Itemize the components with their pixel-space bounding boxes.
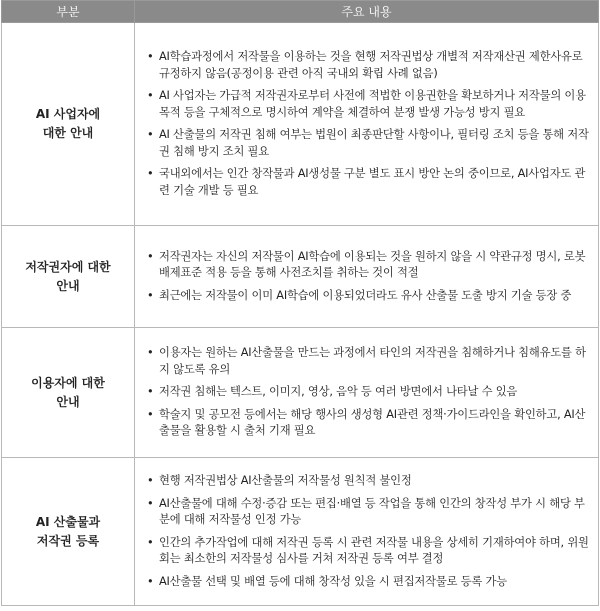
category-cell bbox=[2, 458, 135, 606]
header-category: 부분 bbox=[2, 1, 135, 23]
header-content: 주요 내용 bbox=[135, 1, 599, 23]
list-item: • AI산출물에 대해 수정·증감 또는 편집·배열 등 작업을 통해 인간의 창작성 부가 시 해당 부분에 대해 저작물성 인정 가능 bbox=[147, 496, 585, 526]
list-item: • AI산출물 선택 및 배열 등에 대해 창작성 있을 시 편집저작물로 등록 가능 bbox=[147, 574, 507, 588]
category-label: 저작권자에 대한 안내 bbox=[25, 259, 111, 293]
item-text: 최근에는 저작물이 이미 AI학습에 이용되었더라도 유사 산출물 도출 방지 기술 등장 중 bbox=[159, 288, 572, 302]
category-label: AI 산출물과 저작권 등록 bbox=[35, 514, 101, 548]
item-text: 저작권자는 자신의 저작물이 AI학습에 이용되는 것을 원하지 않을 시 약관규정 명시, 로봇배제표준 적용 등을 통해 사전조치를 취하는 것이 적절 bbox=[159, 249, 586, 280]
content-cell bbox=[135, 458, 599, 606]
item-text: 이용자는 원하는 AI산출물을 만드는 과정에서 타인의 저작권을 침해하거나 침해유도를 하지 않도록 유의 bbox=[159, 346, 586, 376]
item-text: 인간의 추가작업에 대해 저작권 등록 시 관련 저작물 내용을 상세히 기재하여야 하며, 위원회는 최소한의 저작물성 심사를 거쳐 저작권 등록 여부 결정 bbox=[159, 535, 589, 565]
list-item: • AI학습과정에서 저작물을 이용하는 것을 현행 저작권법상 개별적 저작재산권 제한사유로 규정하지 않음(공정이용 관련 아직 국내외 확립 사례 없음) bbox=[147, 50, 583, 80]
list-item: • 이용자는 원하는 AI산출물을 만드는 과정에서 타인의 저작권을 침해하거나 침해유도를 하지 않도록 유의 bbox=[147, 346, 586, 376]
list-item: • 인간의 추가작업에 대해 저작권 등록 시 관련 저작물 내용을 상세히 기재하여야 하며, 위원회는 최소한의 저작물성 심사를 거쳐 저작권 등록 여부 결정 bbox=[147, 535, 589, 565]
table-row bbox=[2, 458, 599, 606]
category-cell bbox=[2, 23, 135, 226]
item-text: 국내외에서는 인간 창작물과 AI생성물 구분 별도 표시 방안 논의 중이므로, AI사업자도 관련 기술 개발 등 필요 bbox=[159, 167, 586, 197]
list-item: • AI 사업자는 가급적 저작권자로부터 사전에 적법한 이용권한을 확보하거나 저작물의 이용 목적 등을 구체적으로 명시하여 계약을 체결하여 분쟁 발생 가능성 방지 필요 bbox=[147, 89, 586, 119]
bullet-list bbox=[147, 345, 590, 440]
item-text: AI학습과정에서 저작물을 이용하는 것을 현행 저작권법상 개별적 저작재산권 제한사유로 규정하지 않음(공정이용 관련 아직 국내외 확립 사례 없음) bbox=[159, 50, 583, 80]
header-row bbox=[2, 1, 599, 23]
category-cell bbox=[2, 226, 135, 328]
bullet-list bbox=[147, 249, 590, 305]
list-item: • 국내외에서는 인간 창작물과 AI생성물 구분 별도 표시 방안 논의 중이므로, AI사업자도 관련 기술 개발 등 필요 bbox=[147, 167, 586, 197]
bullet-list bbox=[147, 49, 590, 199]
item-text: 학술지 및 공모전 등에서는 해당 행사의 생성형 AI관련 정책·가이드라인을 확인하고, AI산출물을 활용할 시 출처 기재 필요 bbox=[159, 407, 586, 438]
item-text: AI 산출물의 저작권 침해 여부는 법원이 최종판단할 사항이나, 필터링 조치 등을 통해 저작권 침해 방지 조치 필요 bbox=[159, 128, 589, 158]
table-row bbox=[2, 23, 599, 226]
table-row bbox=[2, 226, 599, 328]
item-text: 현행 저작권법상 AI산출물의 저작물성 원칙적 불인정 bbox=[159, 474, 412, 487]
list-item: • 최근에는 저작물이 이미 AI학습에 이용되었더라도 유사 산출물 도출 방지 기술 등장 중 bbox=[147, 288, 572, 302]
guidance-table bbox=[1, 0, 599, 606]
category-label: 이용자에 대한 안내 bbox=[31, 375, 105, 409]
list-item: • 저작권 침해는 텍스트, 이미지, 영상, 음악 등 여러 방면에서 나타날 수 있음 bbox=[147, 385, 518, 399]
content-cell bbox=[135, 226, 599, 328]
item-text: AI산출물에 대해 수정·증감 또는 편집·배열 등 작업을 통해 인간의 창작성 부가 시 해당 부분에 대해 저작물성 인정 가능 bbox=[159, 496, 585, 526]
item-text: AI산출물 선택 및 배열 등에 대해 창작성 있을 시 편집저작물로 등록 가능 bbox=[159, 574, 507, 588]
list-item: • 저작권자는 자신의 저작물이 AI학습에 이용되는 것을 원하지 않을 시 약관규정 명시, 로봇배제표준 적용 등을 통해 사전조치를 취하는 것이 적절 bbox=[147, 249, 586, 280]
category-label: AI 사업자에 대한 안내 bbox=[35, 107, 101, 140]
list-item: • 현행 저작권법상 AI산출물의 저작물성 원칙적 불인정 bbox=[147, 474, 412, 487]
content-cell bbox=[135, 23, 599, 226]
bullet-list bbox=[147, 473, 590, 590]
category-cell bbox=[2, 328, 135, 458]
list-item: • 학술지 및 공모전 등에서는 해당 행사의 생성형 AI관련 정책·가이드라인을 확인하고, AI산출물을 활용할 시 출처 기재 필요 bbox=[147, 407, 586, 438]
item-text: AI 사업자는 가급적 저작권자로부터 사전에 적법한 이용권한을 확보하거나 저작물의 이용 목적 등을 구체적으로 명시하여 계약을 체결하여 분쟁 발생 가능성 방지 필요 bbox=[159, 89, 586, 119]
table-row bbox=[2, 328, 599, 458]
content-cell bbox=[135, 328, 599, 458]
item-text: 저작권 침해는 텍스트, 이미지, 영상, 음악 등 여러 방면에서 나타날 수 있음 bbox=[159, 385, 518, 399]
list-item: • AI 산출물의 저작권 침해 여부는 법원이 최종판단할 사항이나, 필터링 조치 등을 통해 저작권 침해 방지 조치 필요 bbox=[147, 128, 589, 158]
